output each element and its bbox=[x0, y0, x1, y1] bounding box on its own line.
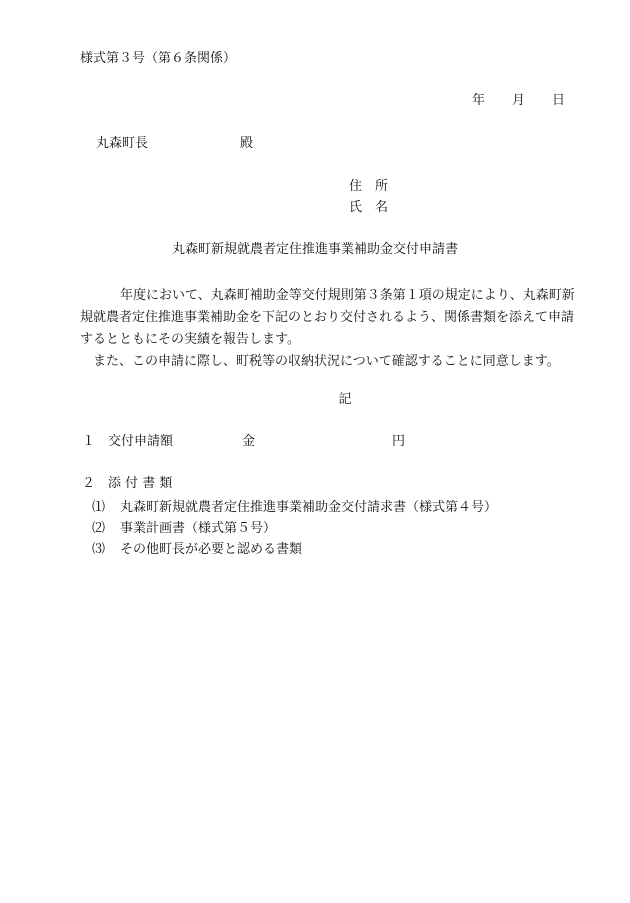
ki-heading: 記 bbox=[338, 392, 352, 407]
attachment-number: ⑵ bbox=[92, 521, 106, 536]
currency-suffix: 円 bbox=[392, 434, 406, 449]
date-day-label: 日 bbox=[552, 93, 566, 108]
recipient-line bbox=[96, 136, 254, 152]
attachment-text: その他町長が必要と認める書類 bbox=[120, 542, 303, 557]
item2-label: ２ 添 付 書 類 bbox=[82, 476, 173, 491]
list-item bbox=[92, 518, 497, 539]
date-line bbox=[472, 93, 565, 109]
body-paragraph-2: また、この申請に際し、町税等の収納状況について確認することに同意します。 bbox=[93, 354, 560, 369]
item-application-amount bbox=[82, 434, 406, 450]
form-number: 様式第３号（第６条関係） bbox=[80, 51, 237, 66]
document-title: 丸森町新規就農者定住推進事業補助金交付申請書 bbox=[171, 242, 458, 257]
date-month-label: 月 bbox=[512, 93, 526, 108]
attachment-list bbox=[92, 497, 497, 560]
date-year-label: 年 bbox=[472, 93, 486, 108]
body-text bbox=[80, 285, 580, 373]
list-item bbox=[92, 497, 497, 518]
attachment-text: 丸森町新規就農者定住推進事業補助金交付請求書（様式第４号） bbox=[120, 500, 498, 515]
list-item bbox=[92, 539, 497, 560]
currency-prefix: 金 bbox=[242, 434, 256, 449]
applicant-address-label: 住 所 bbox=[349, 179, 389, 194]
attachment-number: ⑴ bbox=[92, 500, 106, 515]
applicant-name-label: 氏 名 bbox=[349, 200, 389, 215]
item1-label: １ 交付申請額 bbox=[82, 434, 174, 449]
attachment-text: 事業計画書（様式第５号） bbox=[120, 521, 277, 536]
attachment-number: ⑶ bbox=[92, 542, 106, 557]
recipient-name: 丸森町長 bbox=[96, 136, 149, 151]
body-paragraph-1: 年度において、丸森町補助金等交付規則第３条第１項の規定により、丸森町新規就農者定住推進事業補助金を下記のとおり交付されるよう、関係書類を添えて申請するとともにその実績を報告します。 bbox=[80, 288, 575, 347]
recipient-honorific: 殿 bbox=[240, 136, 254, 151]
